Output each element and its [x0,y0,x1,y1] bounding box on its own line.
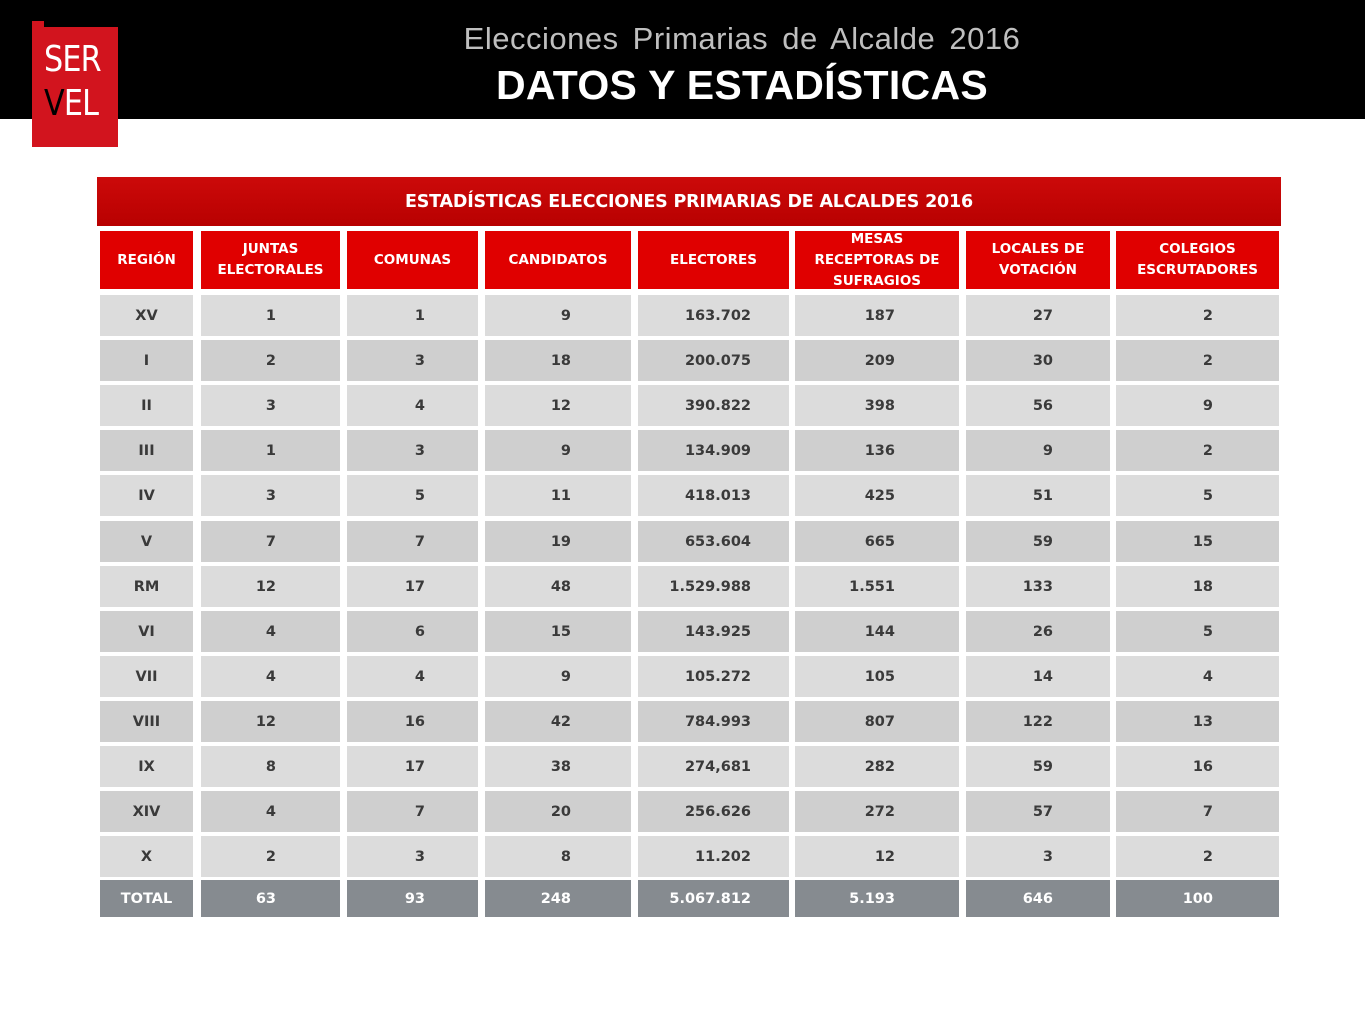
table-cell-juntas: 3 [201,475,340,516]
table-cell-mesas: 272 [795,791,959,832]
table-cell-region: III [100,430,193,471]
table-cell-comunas: 16 [347,701,478,742]
table-cell-region: I [100,340,193,381]
table-cell-candidatos: 48 [485,566,631,607]
table-cell-candidatos: 38 [485,746,631,787]
page-title: DATOS Y ESTADÍSTICAS [495,62,988,108]
table-cell-electores: 143.925 [638,611,789,652]
table-cell-juntas: 1 [201,430,340,471]
table-cell-locales: 30 [966,340,1110,381]
total-cell-comunas: 93 [347,880,478,917]
table-cell-mesas: 187 [795,295,959,336]
table-cell-region: RM [100,566,193,607]
table-cell-colegios: 18 [1116,566,1279,607]
column-header-juntas: JUNTAS ELECTORALES [201,231,340,289]
table-cell-comunas: 3 [347,340,478,381]
table-cell-juntas: 12 [201,566,340,607]
table-cell-mesas: 105 [795,656,959,697]
table-cell-candidatos: 8 [485,836,631,877]
column-header-candidatos: CANDIDATOS [485,231,631,289]
table-cell-colegios: 2 [1116,340,1279,381]
table-cell-mesas: 1.551 [795,566,959,607]
total-cell-juntas: 63 [201,880,340,917]
table-cell-locales: 27 [966,295,1110,336]
total-cell-locales: 646 [966,880,1110,917]
table-cell-locales: 122 [966,701,1110,742]
table-cell-region: XIV [100,791,193,832]
total-cell-region: TOTAL [100,880,193,917]
logo-line-1: SER [44,39,101,80]
logo-tab [32,21,44,29]
table-cell-candidatos: 19 [485,521,631,562]
table-cell-candidatos: 9 [485,656,631,697]
table-cell-colegios: 7 [1116,791,1279,832]
column-header-electores: ELECTORES [638,231,789,289]
table-cell-electores: 653.604 [638,521,789,562]
column-header-locales: LOCALES DE VOTACIÓN [966,231,1110,289]
table-cell-candidatos: 11 [485,475,631,516]
table-cell-region: IV [100,475,193,516]
logo-line-2-rest: EL [63,83,99,124]
table-cell-comunas: 4 [347,385,478,426]
table-cell-locales: 14 [966,656,1110,697]
table-cell-region: VIII [100,701,193,742]
table-cell-comunas: 7 [347,791,478,832]
table-cell-comunas: 17 [347,566,478,607]
table-cell-colegios: 15 [1116,521,1279,562]
table-cell-comunas: 3 [347,430,478,471]
table-cell-candidatos: 18 [485,340,631,381]
table-cell-mesas: 807 [795,701,959,742]
table-cell-electores: 134.909 [638,430,789,471]
header-bar [0,0,1365,119]
servel-logo [32,27,118,147]
table-cell-juntas: 4 [201,611,340,652]
table-cell-candidatos: 42 [485,701,631,742]
table-cell-juntas: 8 [201,746,340,787]
table-cell-locales: 59 [966,521,1110,562]
table-cell-comunas: 3 [347,836,478,877]
table-cell-mesas: 144 [795,611,959,652]
table-cell-candidatos: 20 [485,791,631,832]
table-cell-region: V [100,521,193,562]
table-cell-region: VII [100,656,193,697]
total-cell-electores: 5.067.812 [638,880,789,917]
table-cell-region: X [100,836,193,877]
table-cell-colegios: 5 [1116,611,1279,652]
column-header-comunas: COMUNAS [347,231,478,289]
table-cell-colegios: 2 [1116,295,1279,336]
logo-v-letter: V [44,83,64,124]
table-cell-mesas: 282 [795,746,959,787]
table-cell-electores: 200.075 [638,340,789,381]
table-cell-comunas: 6 [347,611,478,652]
column-header-region: REGIÓN [100,231,193,289]
table-cell-electores: 11.202 [638,836,789,877]
table-cell-locales: 9 [966,430,1110,471]
table-cell-juntas: 1 [201,295,340,336]
table-cell-colegios: 9 [1116,385,1279,426]
column-header-colegios: COLEGIOS ESCRUTADORES [1116,231,1279,289]
table-cell-electores: 390.822 [638,385,789,426]
table-cell-comunas: 4 [347,656,478,697]
total-cell-mesas: 5.193 [795,880,959,917]
table-cell-electores: 274,681 [638,746,789,787]
table-cell-locales: 56 [966,385,1110,426]
table-cell-comunas: 7 [347,521,478,562]
table-cell-mesas: 136 [795,430,959,471]
table-cell-locales: 51 [966,475,1110,516]
total-cell-colegios: 100 [1116,880,1279,917]
table-cell-region: IX [100,746,193,787]
table-cell-locales: 59 [966,746,1110,787]
table-title: ESTADÍSTICAS ELECCIONES PRIMARIAS DE ALCALDES 2016 [97,177,1281,226]
table-cell-electores: 1.529.988 [638,566,789,607]
table-cell-juntas: 2 [201,340,340,381]
table-cell-mesas: 12 [795,836,959,877]
table-cell-colegios: 13 [1116,701,1279,742]
page-subtitle: Elecciones Primarias de Alcalde 2016 [463,21,1021,56]
table-cell-mesas: 398 [795,385,959,426]
table-cell-comunas: 5 [347,475,478,516]
table-cell-comunas: 1 [347,295,478,336]
table-cell-colegios: 5 [1116,475,1279,516]
table-cell-electores: 105.272 [638,656,789,697]
table-cell-region: II [100,385,193,426]
table-cell-juntas: 12 [201,701,340,742]
table-cell-candidatos: 9 [485,430,631,471]
table-cell-locales: 3 [966,836,1110,877]
table-cell-mesas: 209 [795,340,959,381]
table-cell-mesas: 665 [795,521,959,562]
table-cell-region: XV [100,295,193,336]
table-cell-colegios: 16 [1116,746,1279,787]
table-cell-colegios: 2 [1116,430,1279,471]
table-cell-colegios: 2 [1116,836,1279,877]
table-cell-locales: 26 [966,611,1110,652]
logo-line-2 [44,83,98,124]
table-cell-region: VI [100,611,193,652]
table-cell-locales: 57 [966,791,1110,832]
table-cell-electores: 418.013 [638,475,789,516]
table-cell-electores: 256.626 [638,791,789,832]
table-cell-juntas: 7 [201,521,340,562]
table-cell-mesas: 425 [795,475,959,516]
table-cell-candidatos: 9 [485,295,631,336]
table-cell-juntas: 4 [201,656,340,697]
table-cell-candidatos: 15 [485,611,631,652]
table-cell-comunas: 17 [347,746,478,787]
table-cell-colegios: 4 [1116,656,1279,697]
total-cell-candidatos: 248 [485,880,631,917]
table-cell-electores: 163.702 [638,295,789,336]
column-header-mesas: MESAS RECEPTORAS DE SUFRAGIOS [795,231,959,289]
table-cell-juntas: 4 [201,791,340,832]
table-cell-electores: 784.993 [638,701,789,742]
table-cell-juntas: 2 [201,836,340,877]
table-cell-candidatos: 12 [485,385,631,426]
table-cell-juntas: 3 [201,385,340,426]
table-cell-locales: 133 [966,566,1110,607]
